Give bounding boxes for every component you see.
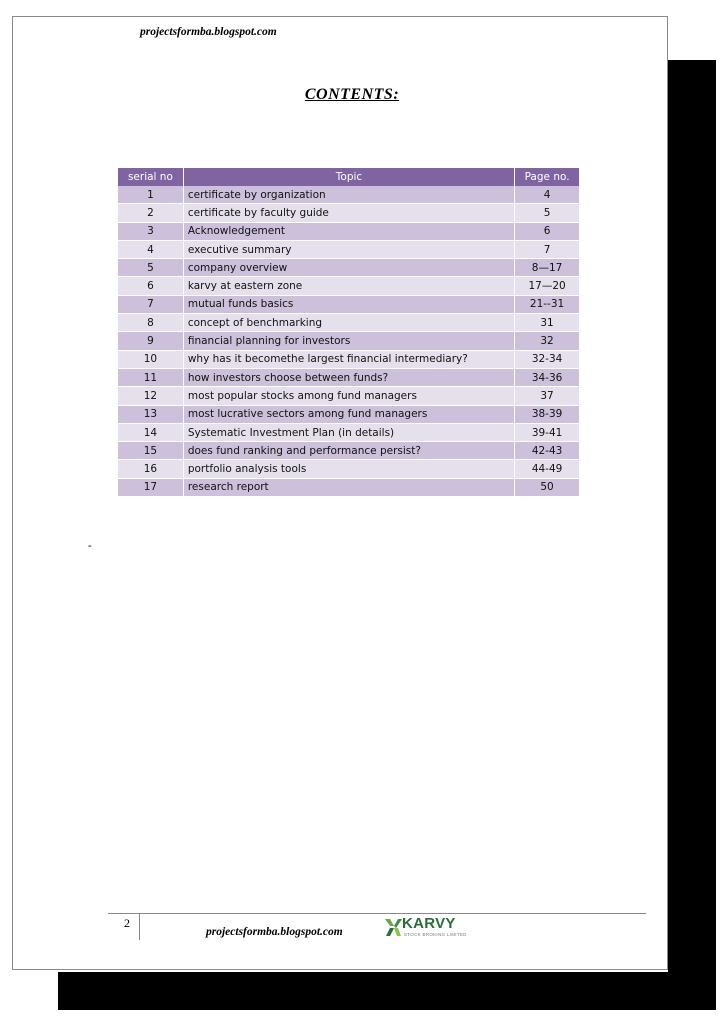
table-row — [118, 186, 579, 204]
karvy-logo — [384, 915, 467, 941]
cell-serial: 1 — [118, 186, 184, 204]
cell-serial: 7 — [118, 296, 184, 314]
cell-topic: karvy at eastern zone — [184, 277, 515, 295]
karvy-logo-subtitle: STOCK BROKING LIMITED — [404, 932, 467, 937]
table-row — [118, 479, 579, 497]
table-body — [118, 186, 579, 497]
cell-page: 4 — [515, 186, 579, 204]
cell-page: 32-34 — [515, 351, 579, 369]
cell-topic: certificate by organization — [184, 186, 515, 204]
footer-site-text: projectsformba.blogspot.com — [206, 926, 343, 938]
cell-page: 34-36 — [515, 369, 579, 387]
table-row — [118, 442, 579, 460]
cell-topic: Systematic Investment Plan (in details) — [184, 424, 515, 442]
cell-topic: portfolio analysis tools — [184, 460, 515, 478]
footer-rule — [108, 913, 646, 914]
cell-page: 44-49 — [515, 460, 579, 478]
cell-serial: 17 — [118, 479, 184, 497]
cell-topic: how investors choose between funds? — [184, 369, 515, 387]
cell-topic: most lucrative sectors among fund managers — [184, 406, 515, 424]
cell-page: 38-39 — [515, 406, 579, 424]
cell-page: 6 — [515, 223, 579, 241]
page-shadow-right — [668, 60, 716, 1010]
page-number-divider — [139, 913, 140, 940]
cell-serial: 8 — [118, 314, 184, 332]
stray-mark: - — [88, 540, 92, 552]
cell-page: 5 — [515, 204, 579, 222]
cell-serial: 10 — [118, 351, 184, 369]
cell-page: 7 — [515, 241, 579, 259]
cell-serial: 16 — [118, 460, 184, 478]
cell-page: 21--31 — [515, 296, 579, 314]
cell-page: 8—17 — [515, 259, 579, 277]
table-row — [118, 204, 579, 222]
table-header-row — [118, 168, 579, 186]
cell-page: 42-43 — [515, 442, 579, 460]
cell-topic: why has it becomethe largest financial intermediary? — [184, 351, 515, 369]
header-topic: Topic — [184, 168, 515, 186]
cell-topic: does fund ranking and performance persist? — [184, 442, 515, 460]
cell-serial: 14 — [118, 424, 184, 442]
cell-topic: certificate by faculty guide — [184, 204, 515, 222]
cell-serial: 2 — [118, 204, 184, 222]
table-row — [118, 351, 579, 369]
cell-serial: 4 — [118, 241, 184, 259]
header-page: Page no. — [515, 168, 579, 186]
cell-topic: Acknowledgement — [184, 223, 515, 241]
cell-page: 39-41 — [515, 424, 579, 442]
cell-serial: 12 — [118, 387, 184, 405]
cell-serial: 3 — [118, 223, 184, 241]
cell-page: 31 — [515, 314, 579, 332]
cell-topic: financial planning for investors — [184, 332, 515, 350]
cell-serial: 9 — [118, 332, 184, 350]
cell-topic: mutual funds basics — [184, 296, 515, 314]
cell-page: 50 — [515, 479, 579, 497]
table-row — [118, 424, 579, 442]
page-number: 2 — [124, 916, 130, 930]
page-shadow-bottom — [58, 972, 716, 1010]
header-site-text: projectsformba.blogspot.com — [140, 26, 277, 38]
table-row — [118, 406, 579, 424]
karvy-logo-name: KARVY — [402, 915, 456, 932]
cell-topic: executive summary — [184, 241, 515, 259]
contents-table — [118, 168, 579, 497]
table-row — [118, 223, 579, 241]
table-row — [118, 259, 579, 277]
cell-topic: concept of benchmarking — [184, 314, 515, 332]
cell-serial: 5 — [118, 259, 184, 277]
cell-serial: 11 — [118, 369, 184, 387]
table-row — [118, 314, 579, 332]
cell-topic: most popular stocks among fund managers — [184, 387, 515, 405]
cell-topic: research report — [184, 479, 515, 497]
header-serial: serial no — [118, 168, 184, 186]
table-row — [118, 277, 579, 295]
karvy-mark-icon — [384, 915, 402, 939]
table-row — [118, 460, 579, 478]
cell-page: 32 — [515, 332, 579, 350]
page-title: CONTENTS: — [304, 86, 400, 103]
cell-topic: company overview — [184, 259, 515, 277]
table-row — [118, 296, 579, 314]
table-row — [118, 241, 579, 259]
cell-serial: 13 — [118, 406, 184, 424]
cell-serial: 6 — [118, 277, 184, 295]
table-row — [118, 387, 579, 405]
table-row — [118, 332, 579, 350]
cell-page: 37 — [515, 387, 579, 405]
cell-serial: 15 — [118, 442, 184, 460]
cell-page: 17—20 — [515, 277, 579, 295]
table-row — [118, 369, 579, 387]
